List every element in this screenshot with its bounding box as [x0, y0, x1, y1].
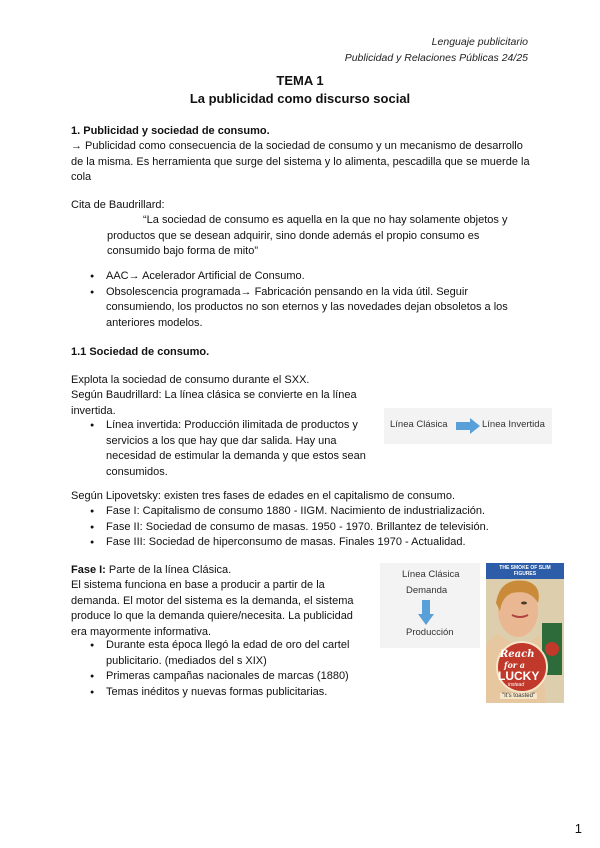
- page-number: 1: [574, 821, 582, 836]
- lipovetsky-line: Según Lipovetsky: existen tres fases de edades en el capitalismo de consumo.: [71, 490, 456, 502]
- header-degree: Publicidad y Relaciones Públicas 24/25: [344, 52, 528, 64]
- section-1-bullets: [88, 269, 528, 331]
- section-1-1-heading: 1.1 Sociedad de consumo.: [71, 346, 210, 358]
- phases-list: [88, 504, 548, 551]
- fase-1-label-rest: Parte de la línea Clásica.: [105, 564, 232, 576]
- page-title: TEMA 1: [276, 73, 324, 88]
- diagram-label-inverted: Línea Invertida: [482, 419, 545, 430]
- poster-instead: instead: [508, 682, 525, 688]
- section-1-1-line1: Explota la sociedad de consumo durante el SXX.: [71, 374, 310, 386]
- diagram-label-production: Producción: [406, 627, 454, 638]
- fase-1-bullets: [88, 638, 368, 700]
- list-item: ● Durante esta época llegó la edad de oro del cartel publicitario. (mediados del s XIX): [88, 638, 368, 669]
- fase-1-label: Fase I:: [71, 564, 106, 576]
- list-item: ● Temas inéditos y nuevas formas publicitarias.: [88, 685, 368, 701]
- list-item: ● Obsolescencia programada→ Fabricación pensando en la vida útil. Seguir consumiendo, los productos no son eternos y las novedades dejan obsoletos a los anteriores modelos.: [88, 285, 528, 332]
- poster-top-text: THE SMOKE OF SLIM FIGURES: [499, 565, 551, 577]
- arrow-down-icon: [418, 600, 434, 626]
- cite-label: Cita de Baudrillard:: [71, 199, 165, 211]
- list-item: ● AAC→ Acelerador Artificial de Consumo.: [88, 269, 528, 285]
- diagram-label-demand: Demanda: [406, 585, 448, 596]
- poster-reach: Reach: [500, 649, 535, 660]
- list-item: ● Primeras campañas nacionales de marcas (1880): [88, 669, 368, 685]
- list-item: ● Línea invertida: Producción ilimitada de productos y servicios a los que hay que dar salida. Hay una necesidad de estimular la demanda y que estos sean consumidos.: [88, 418, 373, 480]
- section-1-heading: 1. Publicidad y sociedad de consumo.: [71, 125, 270, 137]
- header-course: Lenguaje publicitario: [431, 36, 528, 48]
- lucky-strike-poster: [486, 563, 564, 703]
- poster-lucky: LUCKY: [498, 669, 540, 683]
- arrow-right-icon: [456, 418, 482, 434]
- inverted-line-bullets: [88, 418, 373, 480]
- fase-1-heading: [71, 563, 231, 579]
- diagram-label-classic: Línea Clásica: [390, 419, 448, 430]
- list-item: ● Fase II: Sociedad de consumo de masas. 1950 - 1970. Brillantez de televisión.: [88, 520, 548, 536]
- inverted-line-diagram: [384, 408, 552, 444]
- fase-1-paragraph: El sistema funciona en base a producir a partir de la demanda. El motor del sistema es la demanda, el sistema produce lo que la demanda quiere/necesita. La publicidad era mayormente informativa.: [71, 579, 354, 638]
- section-1-intro: → Publicidad como consecuencia de la sociedad de consumo y un mecanismo de desarrollo de la misma. Es herramienta que surge del sistema y lo alimenta, pescadilla que se muerde la cola: [71, 140, 530, 183]
- poster-toasted: "It's toasted": [502, 693, 536, 699]
- diagram-label-classic-top: Línea Clásica: [402, 569, 460, 580]
- page-subtitle: La publicidad como discurso social: [189, 91, 411, 106]
- list-item: ● Fase I: Capitalismo de consumo 1880 - IIGM. Nacimiento de industrialización.: [88, 504, 548, 520]
- classic-line-diagram: [380, 563, 480, 648]
- list-item: ● Fase III: Sociedad de hiperconsumo de masas. Finales 1970 - Actualidad.: [88, 535, 548, 551]
- poster-for-a: for a: [504, 660, 525, 670]
- baudrillard-quote: “La sociedad de consumo es aquella en la que no hay solamente objetos y productos que se desean adquirir, sino donde además el propio consumo es consumido bajo forma de mito”: [107, 214, 508, 257]
- section-1-1-line2: Según Baudrillard: La línea clásica se convierte en la línea invertida.: [71, 389, 357, 417]
